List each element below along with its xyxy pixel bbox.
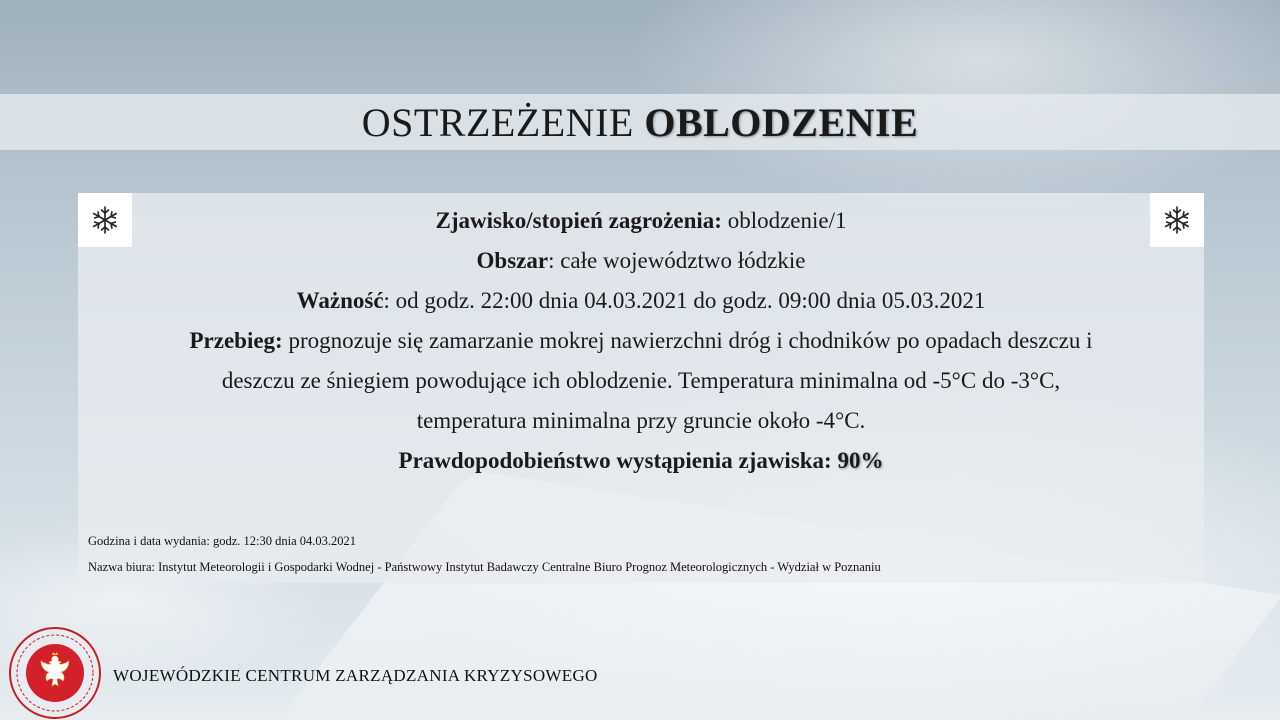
phenomenon-label: Zjawisko/stopień zagrożenia: (435, 208, 722, 233)
issued-datetime: Godzina i data wydania: godz. 12:30 dnia 04.03.2021 (88, 534, 356, 548)
course-text-1: prognozuje się zamarzanie mokrej nawierzchni dróg i chodników po opadach deszczu i (288, 328, 1093, 353)
probability-line (78, 441, 1204, 481)
course-line-3 (78, 401, 1204, 441)
organization-name: WOJEWÓDZKIE CENTRUM ZARZĄDZANIA KRYZYSOWEGO (113, 666, 598, 685)
office-name: Nazwa biura: Instytut Meteorologii i Gospodarki Wodnej - Państwowy Instytut Badawczy Centralne Biuro Prognoz Meteorologicznych - Wydział w Poznaniu (88, 560, 881, 574)
page-title (362, 99, 919, 146)
warning-content (78, 201, 1204, 481)
title-bold: OBLODZENIE (644, 99, 919, 145)
warning-panel (78, 193, 1204, 583)
area-line (78, 241, 1204, 281)
course-label: Przebieg: (189, 328, 283, 353)
course-text-2: deszczu ze śniegiem powodujące ich oblodzenie. Temperatura minimalna od -5°C do -3°C, (221, 368, 1061, 393)
title-normal: OSTRZEŻENIE (361, 99, 634, 145)
phenomenon-line (78, 201, 1204, 241)
voivodeship-office-seal (8, 626, 102, 720)
validity-label: Ważność (296, 288, 384, 313)
phenomenon-value: oblodzenie/1 (727, 208, 847, 233)
course-line-2 (78, 361, 1204, 401)
validity-value: : od godz. 22:00 dnia 04.03.2021 do godz. 09:00 dnia 05.03.2021 (383, 288, 986, 313)
probability-value: 90% (837, 448, 884, 473)
validity-line (78, 281, 1204, 321)
area-value: : całe województwo łódzkie (548, 248, 806, 273)
area-label: Obszar (476, 248, 549, 273)
probability-label: Prawdopodobieństwo wystąpienia zjawiska: (398, 448, 832, 473)
course-line-1 (78, 321, 1204, 361)
title-band (0, 94, 1280, 150)
course-text-3: temperatura minimalna przy gruncie około -4°C. (416, 408, 866, 433)
